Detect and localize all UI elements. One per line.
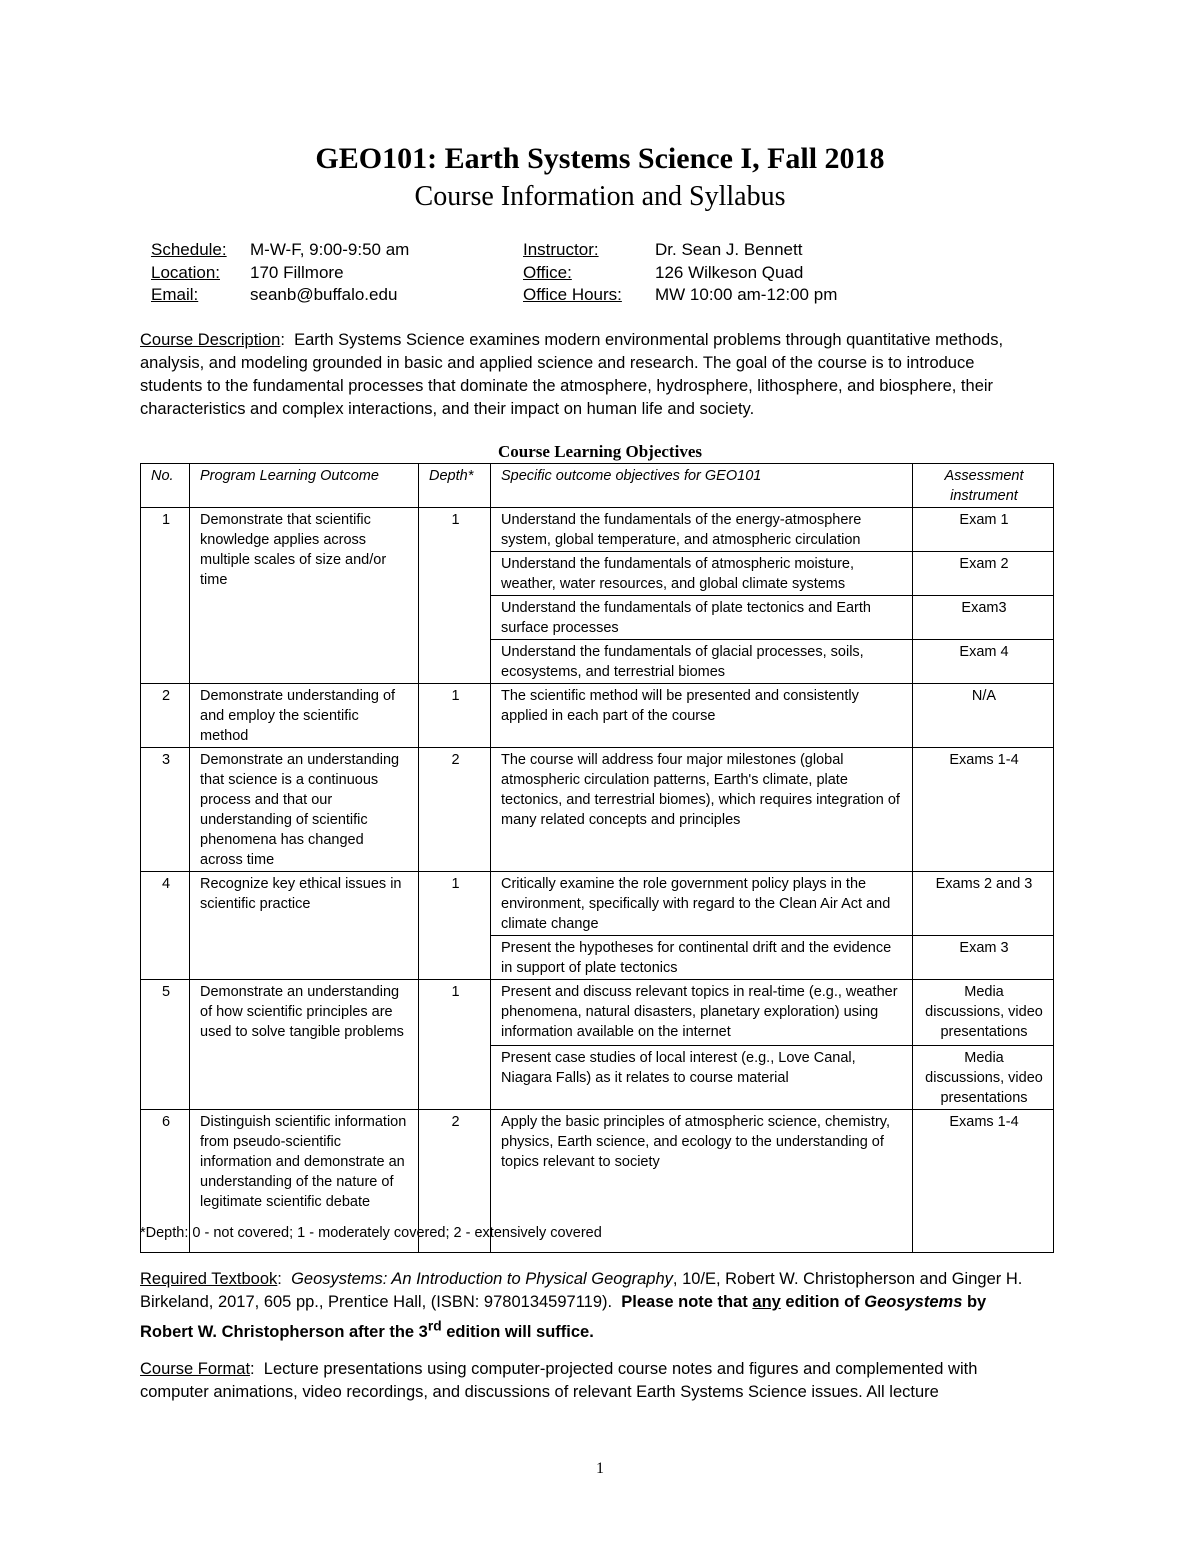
objectives-caption: Course Learning Objectives <box>498 442 702 461</box>
row-assessment: Exam3 <box>913 596 1054 640</box>
row-assessment: Exam 1 <box>913 508 1054 552</box>
email-label: Email: <box>151 285 199 304</box>
row-no: 4 <box>141 872 190 980</box>
row-specific: Present case studies of local interest (e.g., Love Canal, Niagara Falls) as it relates to course material <box>491 1046 913 1110</box>
row-specific: Understand the fundamentals of the energy-atmosphere system, global temperature, and atmospheric circulation <box>491 508 913 552</box>
row-assessment: Exams 1-4 <box>913 1110 1054 1253</box>
row-specific: Present and discuss relevant topics in real-time (e.g., weather phenomena, natural disasters, planetary exploration) using information available on the internet <box>491 980 913 1046</box>
row-assessment: Exam 3 <box>913 936 1054 980</box>
instructor-value: Dr. Sean J. Bennett <box>655 240 803 259</box>
office-hours-label: Office Hours: <box>523 285 622 304</box>
row-no: 3 <box>141 748 190 872</box>
page-title: GEO101: Earth Systems Science I, Fall 2018 <box>315 142 885 175</box>
textbook-note-part: Please note that <box>621 1293 753 1311</box>
row-assessment: N/A <box>913 684 1054 748</box>
schedule-value: M-W-F, 9:00-9:50 am <box>250 240 410 259</box>
row-no: 1 <box>141 508 190 684</box>
table-row <box>141 684 1054 748</box>
row-assessment: Exam 4 <box>913 640 1054 684</box>
location-label: Location: <box>151 262 220 282</box>
office-value: 126 Wilkeson Quad <box>655 262 804 282</box>
info-left-block <box>151 239 227 307</box>
course-format: Course Format: Lecture presentations using computer-projected course notes and figures and complemented with computer animations, video recordings, and discussions of relevant Earth Systems Science issues. All lecture <box>140 1360 978 1401</box>
row-depth: 1 <box>419 684 491 748</box>
required-textbook: Required Textbook: Geosystems: An Introduction to Physical Geography, 10/E, Robert W. Christopherson and Ginger H. Birkeland, 2017, 605 pp., Prentice Hall, (ISBN: 9780134597119). Please note that any edition of Geosystems by Robert W. Christopherson after the 3rd edition will suffice. <box>140 1270 1023 1341</box>
office-hours-value: MW 10:00 am-12:00 pm <box>655 285 838 304</box>
info-right-block <box>523 239 622 307</box>
textbook-note-part: edition of <box>780 1293 865 1311</box>
col-header-no: No. <box>141 464 190 508</box>
row-outcome: Demonstrate an understanding of how scientific principles are used to solve tangible problems <box>190 980 419 1110</box>
office-label: Office: <box>523 262 572 282</box>
row-specific: The scientific method will be presented and consistently applied in each part of the course <box>491 684 913 748</box>
row-assessment: Exam 2 <box>913 552 1054 596</box>
col-header-outcome: Program Learning Outcome <box>190 464 419 508</box>
course-format-text: Lecture presentations using computer-projected course notes and figures and complemented with computer animations, video recordings, and discussions of relevant Earth Systems Science issues. All lecture <box>140 1360 978 1401</box>
depth-footnote: *Depth: 0 - not covered; 1 - moderately covered; 2 - extensively covered <box>140 1225 602 1241</box>
row-depth: 1 <box>419 980 491 1110</box>
objectives-table <box>140 463 1054 1253</box>
row-outcome: Demonstrate understanding of and employ the scientific method <box>190 684 419 748</box>
email-value[interactable]: seanb@buffalo.edu <box>250 285 398 304</box>
row-no: 6 <box>141 1110 190 1253</box>
location-value: 170 Fillmore <box>250 262 344 282</box>
course-description-text: Earth Systems Science examines modern environmental problems through quantitative methods, analysis, and modeling grounded in basic and applied science and research. The goal of the course is to introduce students to the fundamental processes that dominate the atmosphere, hydrosphere, lithosphere, and biosphere, their characteristics and complex interactions, and their impact on human life and society. <box>140 331 1004 418</box>
row-specific: Present the hypotheses for continental drift and the evidence in support of plate tectonics <box>491 936 913 980</box>
col-header-assessment: Assessment instrument <box>913 464 1054 508</box>
row-specific: Critically examine the role government policy plays in the environment, specifically with regard to the Clean Air Act and climate change <box>491 872 913 936</box>
row-depth: 2 <box>419 1110 491 1253</box>
row-outcome: Demonstrate an understanding that science is a continuous process and that our understanding of scientific phenomena has changed across time <box>190 748 419 872</box>
row-assessment: Exams 1-4 <box>913 748 1054 872</box>
row-outcome: Distinguish scientific information from pseudo-scientific information and demonstrate an understanding of the nature of legitimate scientific debate <box>190 1110 419 1253</box>
schedule-label: Schedule: <box>151 240 227 259</box>
course-description: Course Description: Earth Systems Science examines modern environmental problems through quantitative methods, analysis, and modeling grounded in basic and applied science and research. The goal of the course is to introduce students to the fundamental processes that dominate the atmosphere, hydrosphere, lithosphere, and biosphere, their characteristics and complex interactions, and their impact on human life and society. <box>140 331 1004 418</box>
row-specific: The course will address four major milestones (global atmospheric circulation patterns, Earth's climate, plate tectonics, and terrestrial biomes), which requires integration of many related concepts and principles <box>491 748 913 872</box>
row-assessment: Exams 2 and 3 <box>913 872 1054 936</box>
table-row <box>141 872 1054 936</box>
textbook-note-geosystems: Geosystems <box>864 1293 963 1311</box>
row-depth: 2 <box>419 748 491 872</box>
course-format-label: Course Format <box>140 1360 251 1378</box>
textbook-note-part: edition will suffice. <box>441 1322 594 1341</box>
objectives-header-row <box>141 464 1054 508</box>
textbook-note-sup: rd <box>427 1318 442 1333</box>
page-number: 1 <box>596 1460 604 1477</box>
row-specific: Understand the fundamentals of atmospheric moisture, weather, water resources, and global climate systems <box>491 552 913 596</box>
info-left-values <box>250 239 409 307</box>
row-no: 5 <box>141 980 190 1110</box>
textbook-details: , 10/E, Robert W. Christopherson and Ginger H. Birkeland, 2017, 605 pp., Prentice Hall, (ISBN: 9780134597119). <box>140 1270 1023 1311</box>
col-header-specific: Specific outcome objectives for GEO101 <box>491 464 913 508</box>
row-specific: Understand the fundamentals of glacial processes, soils, ecosystems, and terrestrial biomes <box>491 640 913 684</box>
page-subtitle: Course Information and Syllabus <box>414 181 786 212</box>
row-specific: Apply the basic principles of atmospheric science, chemistry, physics, Earth science, and ecology to the understanding of topics relevant to society <box>491 1110 913 1253</box>
row-assessment: Media discussions, video presentations <box>913 980 1054 1046</box>
instructor-label: Instructor: <box>523 240 599 259</box>
row-no: 2 <box>141 684 190 748</box>
row-specific: Understand the fundamentals of plate tectonics and Earth surface processes <box>491 596 913 640</box>
textbook-note-part: by Robert W. Christopherson after the 3 <box>140 1293 987 1341</box>
col-header-depth: Depth* <box>419 464 491 508</box>
row-depth: 1 <box>419 508 491 684</box>
table-row <box>141 508 1054 552</box>
textbook-label: Required Textbook <box>140 1270 278 1288</box>
row-outcome: Recognize key ethical issues in scientific practice <box>190 872 419 980</box>
info-right-values <box>655 239 837 307</box>
row-depth: 1 <box>419 872 491 980</box>
table-row <box>141 980 1054 1046</box>
row-outcome: Demonstrate that scientific knowledge applies across multiple scales of size and/or time <box>190 508 419 684</box>
row-assessment: Media discussions, video presentations <box>913 1046 1054 1110</box>
textbook-note-any: any <box>752 1293 781 1311</box>
table-row <box>141 748 1054 872</box>
course-description-label: Course Description <box>140 331 281 349</box>
textbook-title: Geosystems: An Introduction to Physical Geography <box>291 1270 673 1288</box>
